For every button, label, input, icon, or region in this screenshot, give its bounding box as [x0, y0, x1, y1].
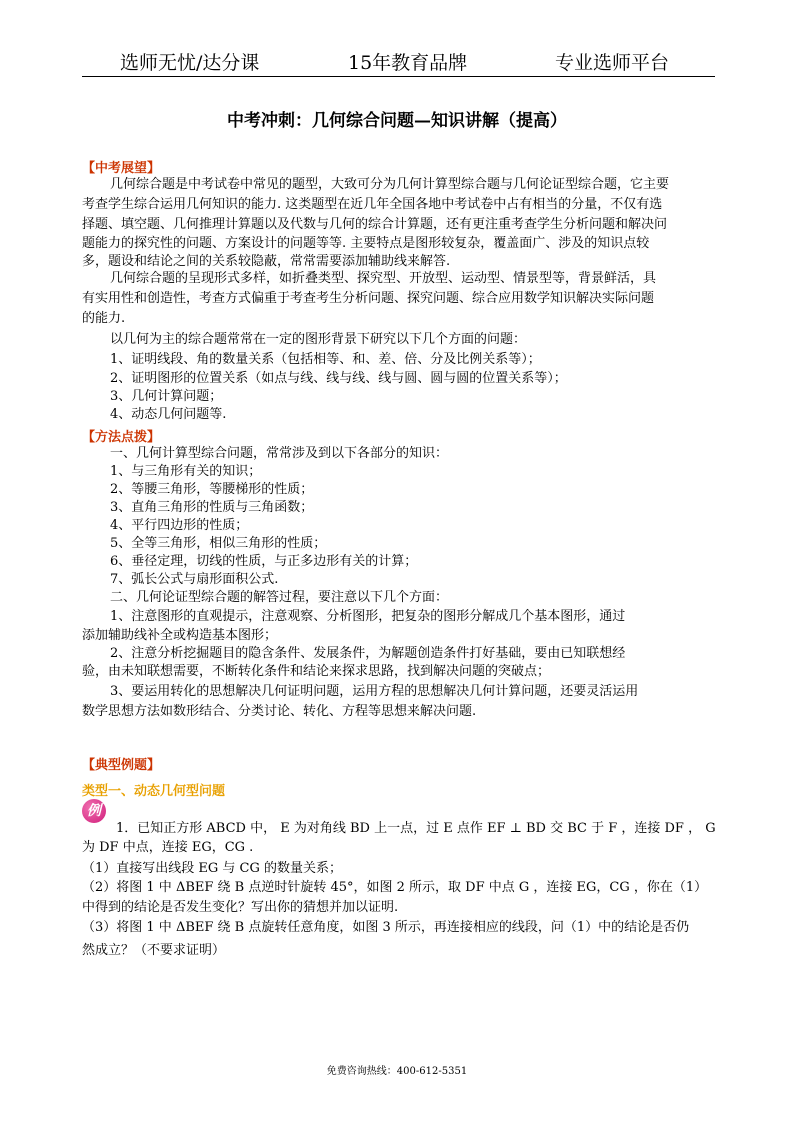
- section-heading-method: 【方法点拨】: [82, 430, 161, 445]
- text-line: 一、几何计算型综合问题，常常涉及到以下各部分的知识：: [110, 446, 449, 461]
- problem-line: （1）直接写出线段 EG 与 CG 的数量关系；: [82, 861, 343, 876]
- header-center: 15年教育品牌: [348, 52, 468, 74]
- header-divider: [82, 76, 715, 77]
- list-item: 4、平行四边形的性质；: [110, 518, 249, 533]
- text-line: 择题、填空题、几何推理计算题以及代数与几何的综合计算题，还有更注重考查学生分析问题和解决问: [82, 217, 668, 232]
- text-line: 验，由未知联想需要，不断转化条件和结论来探求思路，找到解决问题的突破点；: [82, 664, 551, 679]
- text-line: 添加辅助线补全或构造基本图形；: [82, 628, 278, 643]
- text-line: 的能力.: [82, 311, 126, 326]
- type-heading: 类型一、动态几何型问题: [82, 784, 226, 799]
- text-line: 以几何为主的综合题常常在一定的图形背景下研究以下几个方面的问题：: [110, 332, 527, 347]
- page-title: 中考冲刺：几何综合问题—知识讲解（提高）: [227, 111, 567, 131]
- list-item: 6、垂径定理，切线的性质，与正多边形有关的计算；: [110, 554, 418, 569]
- text-line: 几何综合题的呈现形式多样，如折叠类型、探究型、开放型、运动型、情景型等，背景鲜活，具: [110, 271, 657, 286]
- text-line: 有实用性和创造性，考查方式偏重于考查考生分析问题、探究问题、综合应用数学知识解决实际问题: [82, 291, 655, 306]
- footer-hotline: 免费咨询热线：400-612-5351: [326, 1066, 468, 1077]
- text-line: 多，题设和结论之间的关系较隐蔽，常常需要添加辅助线来解答.: [82, 254, 451, 269]
- list-item: 1、与三角形有关的知识；: [110, 464, 262, 479]
- list-item: 4、动态几何问题等.: [110, 407, 227, 422]
- problem-line: 然成立？（不要求证明）: [82, 943, 226, 958]
- list-item: 2、等腰三角形，等腰梯形的性质；: [110, 482, 314, 497]
- problem-line: 1．已知正方形 ABCD 中， E 为对角线 BD 上一点，过 E 点作 EF ⊥ BD 交 BC 于 F ，连接 DF ， G: [116, 821, 716, 836]
- problem-line: 中得到的结论是否发生变化？写出你的猜想并加以证明.: [82, 900, 399, 915]
- header-right: 专业选师平台: [555, 52, 670, 74]
- section-heading-examples: 【典型例题】: [82, 758, 161, 773]
- list-item: 2、证明图形的位置关系（如点与线、线与线、线与圆、圆与圆的位置关系等）；: [110, 371, 567, 386]
- text-line: 二、几何论证型综合题的解答过程，要注意以下几个方面：: [110, 590, 449, 605]
- text-line: 数学思想方法如数形结合、分类讨论、转化、方程等思想来解决问题.: [82, 704, 477, 719]
- example-badge-icon: 例: [82, 799, 106, 823]
- list-item: 3、要运用转化的思想解决几何证明问题，运用方程的思想解决几何计算问题，还要灵活运用: [110, 684, 639, 699]
- problem-line: （3）将图 1 中 ΔBEF 绕 B 点旋转任意角度，如图 3 所示，再连接相应的线段，问（1）中的结论是否仍: [82, 920, 690, 935]
- section-heading-outlook: 【中考展望】: [82, 161, 161, 176]
- text-line: 题能力的探究性的问题、方案设计的问题等等. 主要特点是图形较复杂，覆盖面广、涉及的知识点较: [82, 236, 650, 251]
- text-line: 考查学生综合运用几何知识的能力. 这类题型在近几年全国各地中考试卷中占有相当的分量，不仅有选: [82, 197, 663, 212]
- problem-line: （2）将图 1 中 ΔBEF 绕 B 点逆时针旋转 45°，如图 2 所示，取 DF 中点 G ，连接 EG，CG ，你在（1）: [82, 880, 708, 895]
- list-item: 3、直角三角形的性质与三角函数；: [110, 500, 314, 515]
- list-item: 7、弧长公式与扇形面积公式.: [110, 572, 279, 587]
- problem-line: 为 DF 中点，连接 EG，CG .: [82, 840, 254, 855]
- text-line: 几何综合题是中考试卷中常见的题型，大致可分为几何计算型综合题与几何论证型综合题，它主要: [110, 177, 670, 192]
- list-item: 5、全等三角形，相似三角形的性质；: [110, 536, 327, 551]
- list-item: 1、证明线段、角的数量关系（包括相等、和、差、倍、分及比例关系等）；: [110, 352, 541, 367]
- list-item: 1、注意图形的直观提示，注意观察、分析图形，把复杂的图形分解成几个基本图形，通过: [110, 609, 626, 624]
- header-left: 选师无忧/达分课: [120, 52, 260, 74]
- list-item: 3、几何计算问题；: [110, 389, 223, 404]
- list-item: 2、注意分析挖掘题目的隐含条件、发展条件，为解题创造条件打好基础，要由已知联想经: [110, 646, 626, 661]
